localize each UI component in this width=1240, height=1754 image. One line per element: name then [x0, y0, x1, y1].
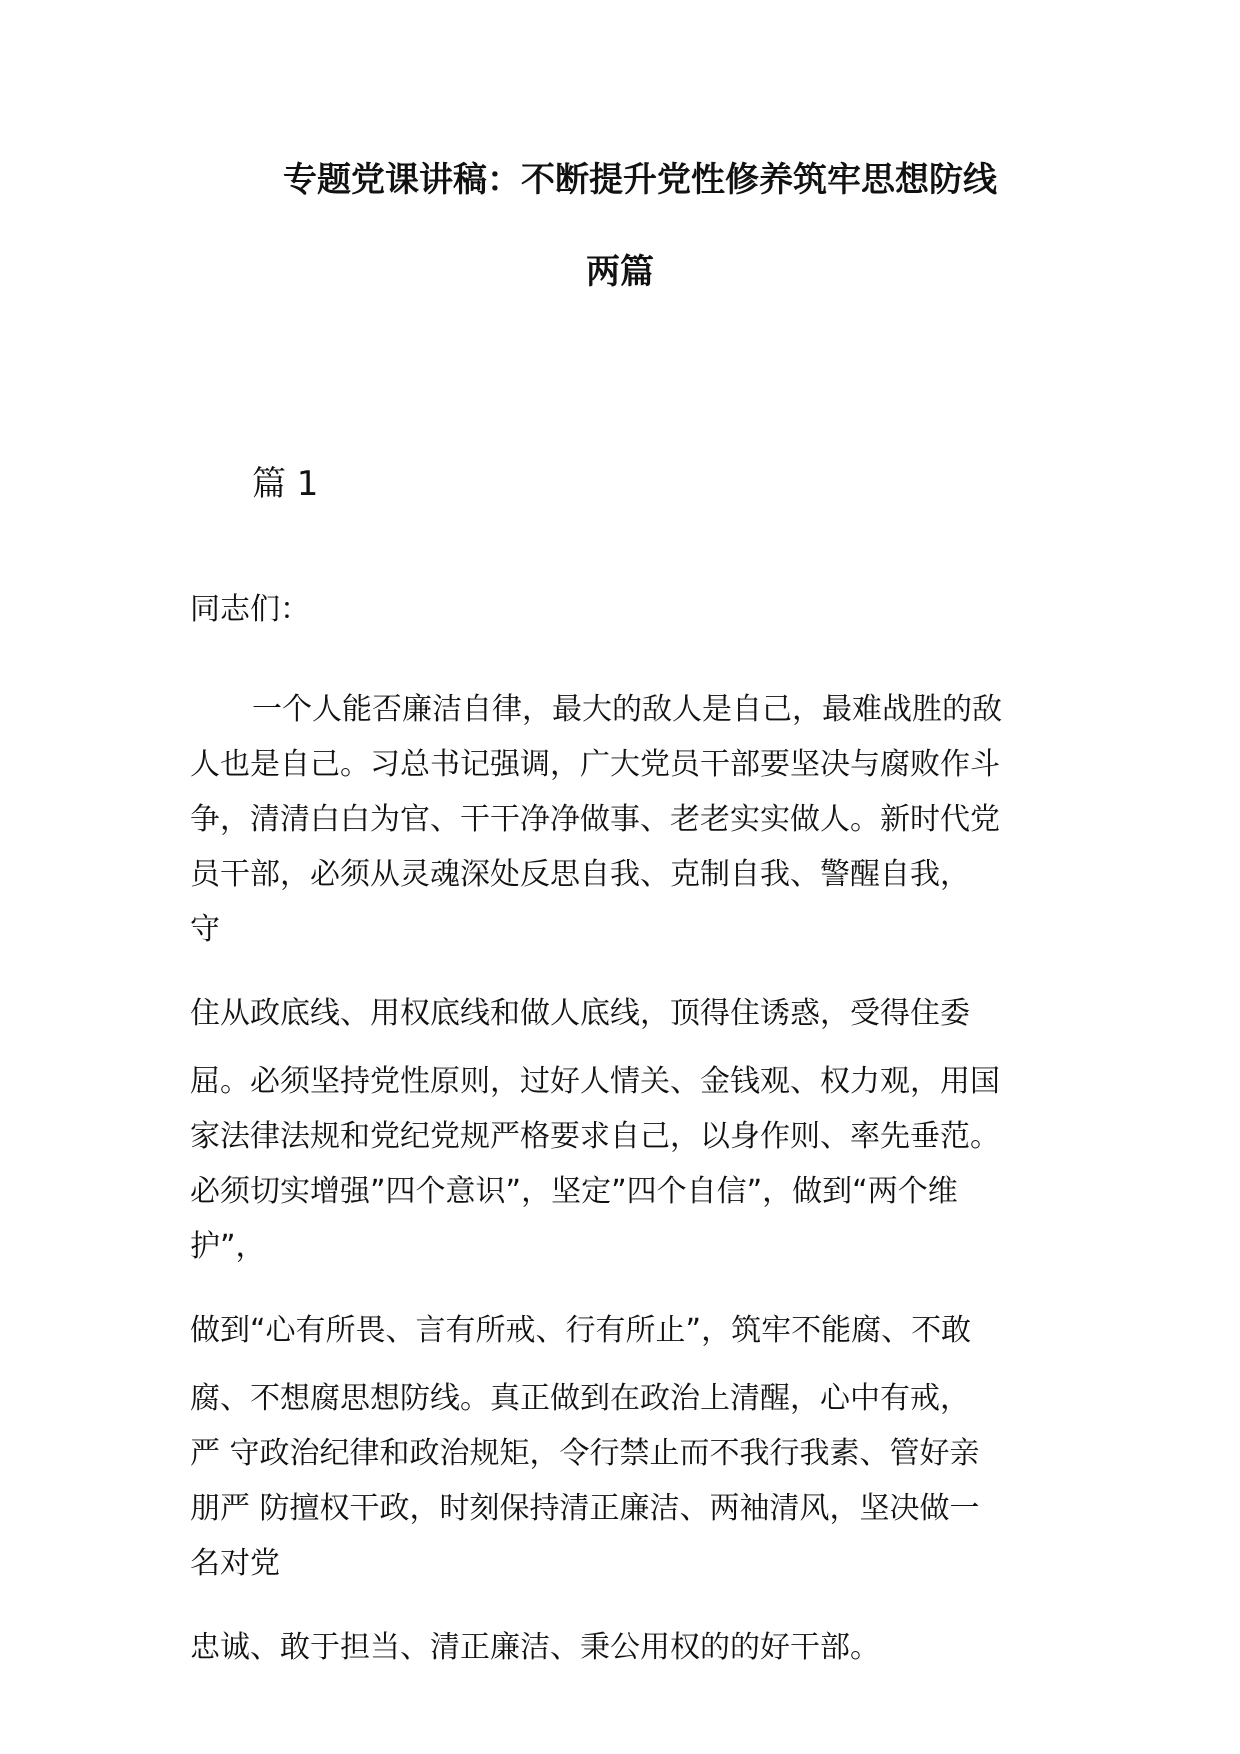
body-line: 住从政底线、用权底线和做人底线，顶得住诱惑，受得住委	[190, 996, 970, 1031]
body-line: 腐、不想腐思想防线。真正做到在政治上清醒，心中有戒，	[190, 1381, 970, 1416]
body-line: 护”，	[190, 1229, 266, 1264]
body-line: 守	[190, 912, 220, 947]
body-line: 争，清清白白为官、干干净净做事、老老实实做人。新时代党	[190, 802, 1000, 837]
body-line: 人也是自己。习总书记强调，广大党员干部要坚决与腐败作斗	[190, 747, 1000, 782]
body-line: 朋严 防擅权干政，时刻保持清正廉洁、两袖清风，坚决做一	[190, 1491, 980, 1526]
document-title-line-1: 专题党课讲稿：不断提升党性修养筑牢思想防线	[283, 160, 997, 200]
body-line: 名对党	[190, 1546, 280, 1581]
section-heading: 篇 1	[252, 464, 319, 504]
body-line: 做到“心有所畏、言有所戒、行有所止”，筑牢不能腐、不敢	[190, 1313, 972, 1348]
salutation: 同志们：	[190, 592, 310, 627]
body-line: 忠诚、敢于担当、清正廉洁、秉公用权的的好干部。	[190, 1630, 880, 1665]
body-line: 家法律法规和党纪党规严格要求自己，以身作则、率先垂范。	[190, 1119, 1000, 1154]
body-line: 严 守政治纪律和政治规矩，令行禁止而不我行我素、管好亲	[190, 1436, 980, 1471]
body-line: 必须切实增强”四个意识”，坚定”四个自信”，做到“两个维	[190, 1174, 958, 1209]
document-title-line-2: 两篇	[586, 252, 654, 292]
body-line: 屈。必须坚持党性原则，过好人情关、金钱观、权力观，用国	[190, 1064, 1000, 1099]
body-line: 一个人能否廉洁自律，最大的敌人是自己，最难战胜的敌	[252, 692, 1002, 727]
body-line: 员干部，必须从灵魂深处反思自我、克制自我、警醒自我，	[190, 857, 970, 892]
